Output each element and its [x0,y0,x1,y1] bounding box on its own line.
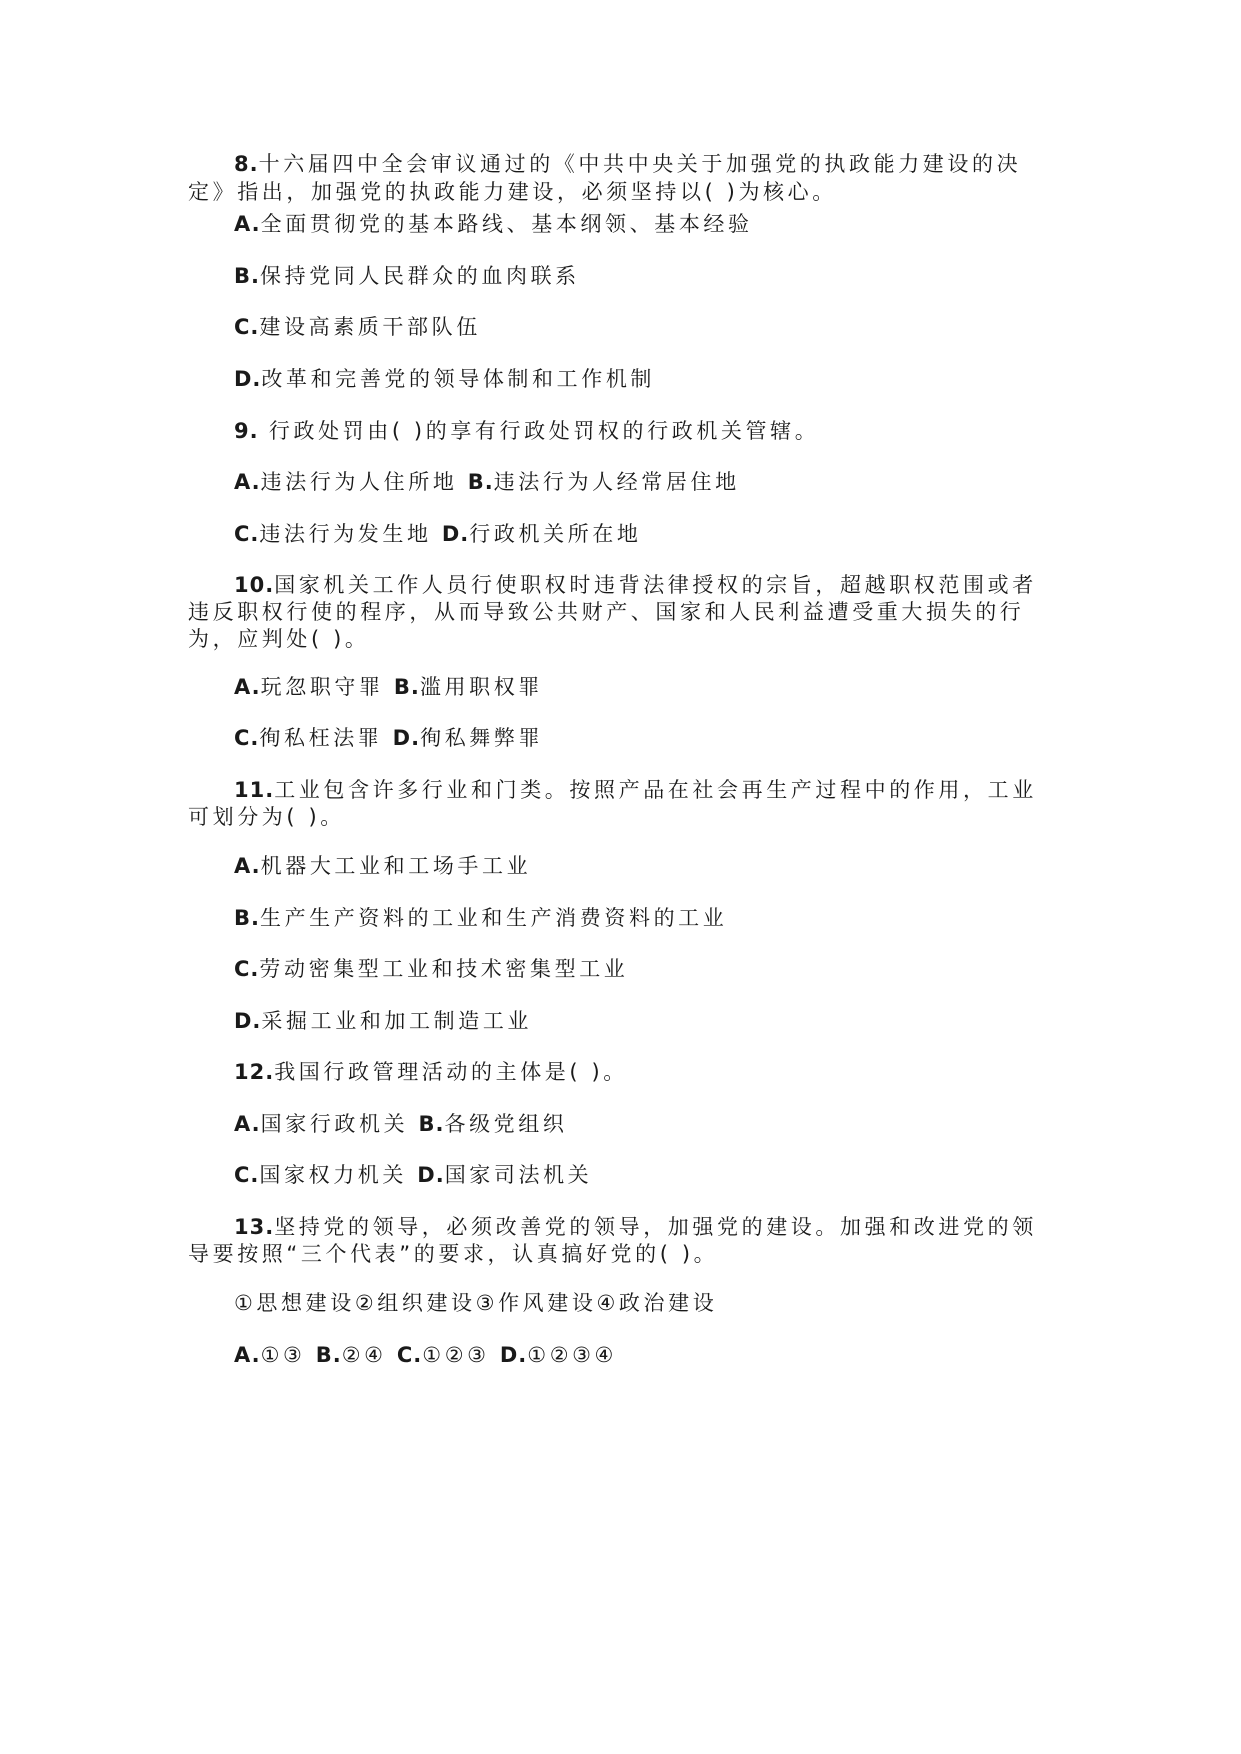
question-8-option-a [234,210,753,238]
option-text: 徇私舞弊罪 [420,726,544,750]
option-key: C. [234,315,260,339]
option-key: D. [392,726,421,750]
option-text: 生产生产资料的工业和生产消费资料的工业 [259,906,728,930]
option-text: 改革和完善党的领导体制和工作机制 [261,367,656,391]
question-text: 导要按照“三个代表”的要求，认真搞好党的( )。 [188,1242,719,1266]
question-11-option-d [234,1007,532,1035]
question-number: 9. [234,419,259,443]
option-key: B. [234,264,260,288]
option-text: ②④ [341,1343,397,1367]
question-9-stem-line-1 [234,417,819,445]
option-text: 采掘工业和加工制造工业 [261,1009,533,1033]
option-key: B. [393,675,420,699]
option-key: D. [417,1163,445,1187]
question-number: 13. [234,1215,275,1239]
question-12-stem-line-1 [234,1058,628,1086]
option-text: 建设高素质干部队伍 [259,315,481,339]
option-text: 国家权力机关 [259,1163,418,1187]
option-text: 违法行为人经常居住地 [493,470,740,494]
option-key: D. [234,1009,262,1033]
question-11-option-c [234,955,628,983]
question-10-options-row-1 [234,673,543,701]
option-text: 违法行为人住所地 [260,470,468,494]
option-key: B. [315,1343,342,1367]
question-8-option-d [234,365,655,393]
question-text: 为，应判处( )。 [188,627,370,651]
question-number: 10. [234,573,275,597]
option-text: 行政机关所在地 [469,522,642,546]
option-text: 徇私枉法罪 [259,726,393,750]
question-text: 违反职权行使的程序，从而导致公共财产、国家和人民利益遭受重大损失的行 [188,600,1025,624]
option-text: 机器大工业和工场手工业 [260,854,532,878]
question-text: 行政处罚由( )的享有行政处罚权的行政机关管辖。 [258,419,820,443]
question-11-stem-line-2 [188,803,345,831]
option-key: C. [234,726,260,750]
question-number: 11. [234,778,275,802]
option-key: D. [499,1343,528,1367]
option-text: ①②③ [422,1343,500,1367]
option-text: ①②③④ [527,1343,617,1367]
option-text: 各级党组织 [444,1112,568,1136]
question-13-sub-items [234,1289,717,1317]
option-key: B. [234,906,260,930]
question-8-option-c [234,313,481,341]
question-9-options-row-2 [234,520,642,548]
option-text: 国家行政机关 [260,1112,419,1136]
option-key: C. [234,522,260,546]
option-key: D. [234,367,262,391]
question-11-option-b [234,904,727,932]
option-key: A. [234,854,261,878]
option-text: 国家司法机关 [444,1163,593,1187]
question-8-stem-line-1 [234,150,1021,178]
option-key: C. [396,1343,423,1367]
question-9-options-row-1 [234,468,740,496]
option-text: 劳动密集型工业和技术密集型工业 [259,957,629,981]
option-key: A. [234,470,261,494]
question-10-stem-line-2 [188,598,1024,626]
option-key: A. [234,1112,261,1136]
question-text: 国家机关工作人员行使职权时违背法律授权的宗旨，超越职权范围或者 [274,573,1037,597]
option-text: 保持党同人民群众的血肉联系 [259,264,580,288]
question-8-option-b [234,262,580,290]
question-11-option-a [234,852,531,880]
option-key: D. [441,522,470,546]
sub-items-text: ①思想建设②组织建设③作风建设④政治建设 [234,1291,718,1315]
question-10-options-row-2 [234,724,543,752]
option-key: A. [234,675,261,699]
option-key: A. [234,212,261,236]
question-text: 定》指出，加强党的执政能力建设，必须坚持以( )为核心。 [188,180,837,204]
question-11-stem-line-1 [234,776,1037,804]
option-text: 滥用职权罪 [419,675,543,699]
question-12-options-row-1 [234,1110,567,1138]
option-key: B. [467,470,494,494]
option-key: C. [234,957,260,981]
question-12-options-row-2 [234,1161,592,1189]
option-key: B. [418,1112,445,1136]
option-text: 全面贯彻党的基本路线、基本纲领、基本经验 [260,212,753,236]
option-key: C. [234,1163,260,1187]
question-8-stem-line-2 [188,178,837,206]
question-13-stem-line-2 [188,1240,718,1268]
question-10-stem-line-3 [188,625,369,653]
question-text: 可划分为( )。 [188,805,345,829]
question-text: 坚持党的领导，必须改善党的领导，加强党的建设。加强和改进党的领 [274,1215,1037,1239]
question-text: 十六届四中全会审议通过的《中共中央关于加强党的执政能力建设的决 [258,152,1022,176]
question-10-stem-line-1 [234,571,1037,599]
question-number: 12. [234,1060,275,1084]
option-text: 违法行为发生地 [259,522,442,546]
option-text: 玩忽职守罪 [260,675,394,699]
question-13-options-row [234,1341,617,1369]
question-text: 我国行政管理活动的主体是( )。 [274,1060,628,1084]
question-number: 8. [234,152,259,176]
question-13-stem-line-1 [234,1213,1037,1241]
option-text: ①③ [260,1343,316,1367]
question-text: 工业包含许多行业和门类。按照产品在社会再生产过程中的作用，工业 [274,778,1037,802]
option-key: A. [234,1343,261,1367]
